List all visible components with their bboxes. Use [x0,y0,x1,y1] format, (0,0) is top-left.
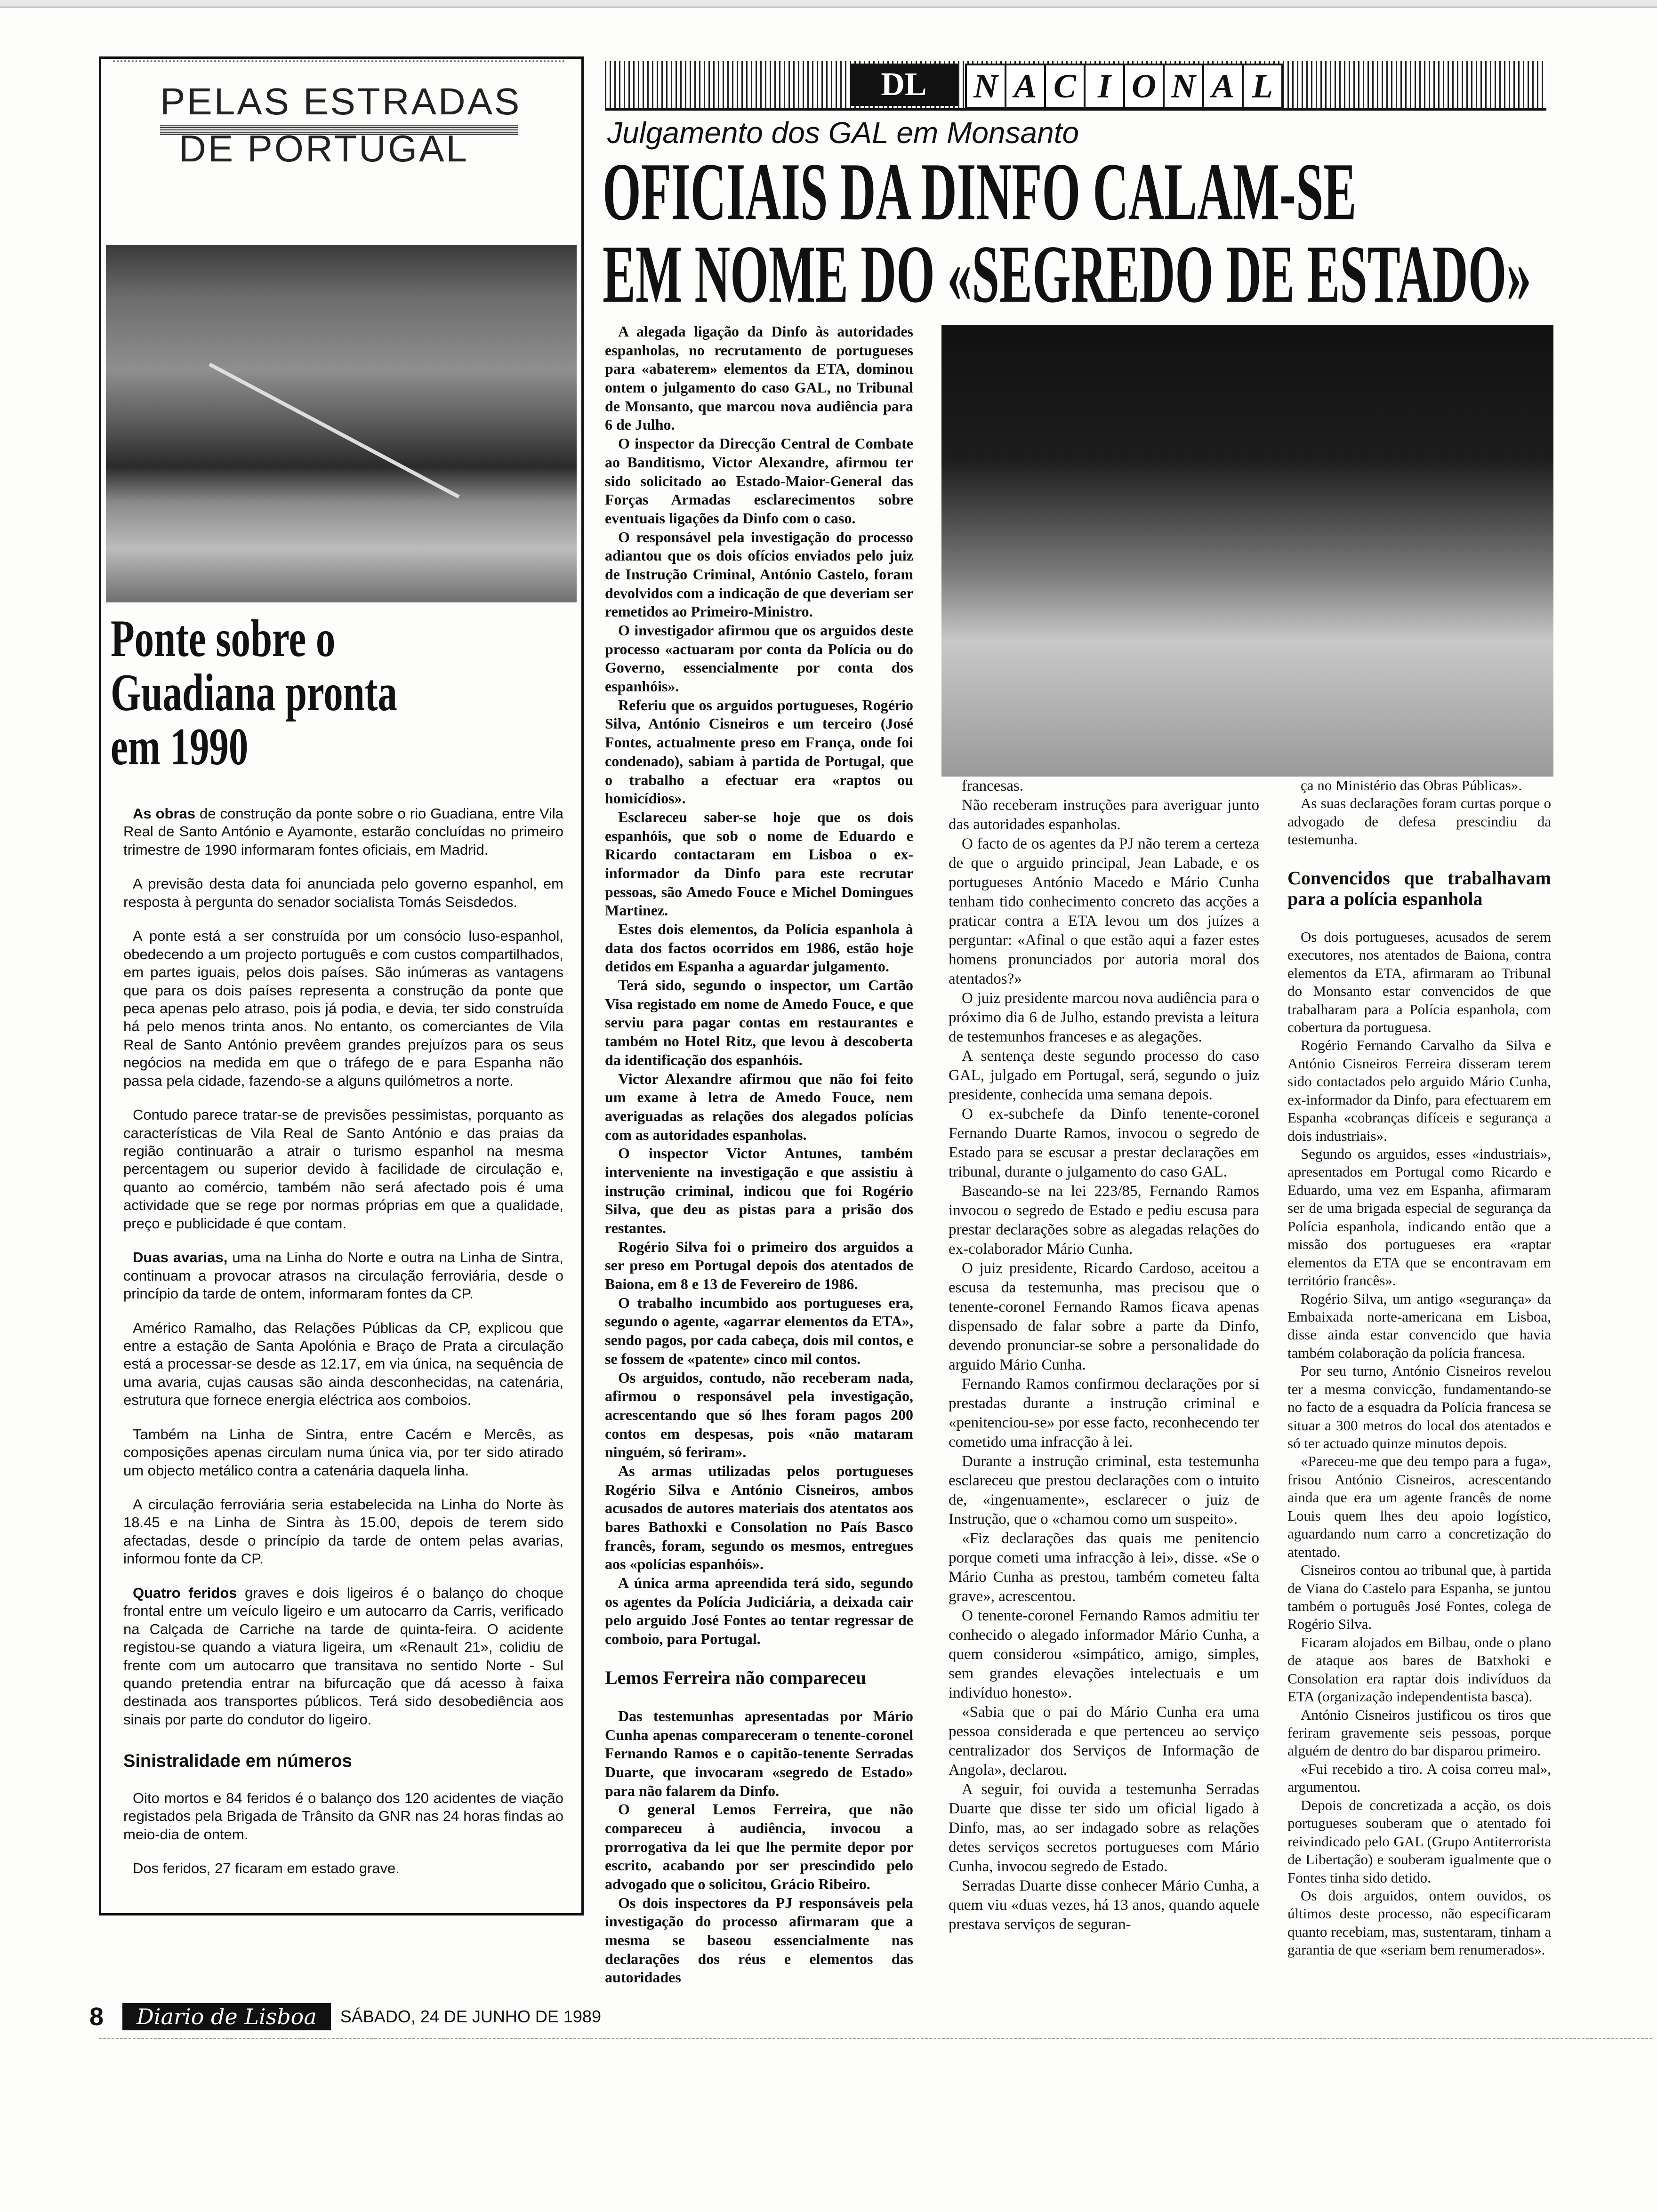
paragraph: O facto de os agentes da PJ não terem a certeza de que o arguido principal, Jean Labade, e os portugueses António Macedo e Mário Cunha tenham tido conhecimento concreto das acções a praticar contra a ETA levou um dos juízes a perguntar: «Afinal o que estão aqui a fazer estes homens pronunciados por autoria moral dos atentados?» [949,835,1259,987]
bridge-shape [209,362,460,498]
paragraph: O juiz presidente, Ricardo Cardoso, aceitou a escusa da testemunha, mas precisou que o tenente-coronel Fernando Ramos ficava apenas dispensado de falar sobre a parte da Dinfo, devendo pronunciar-se sobre a personalidade do arguido Mário Cunha. [949,1260,1259,1373]
paragraph: Serradas Duarte disse conhecer Mário Cunha, a quem viu «duas vezes, há 13 anos, quando aquele prestava serviços de seguran- [949,1877,1259,1933]
paragraph: António Cisneiros justificou os tiros que feriram gravemente seis pessoas, porque alguém de dentro do bar disparou primeiro. [1287,1706,1551,1759]
paragraph: Os dois arguidos, ontem ouvidos, os últimos deste processo, não especificaram quanto recebiam, mas, sustentaram, tinham a garantia de que «seriam bem renumerados». [1287,1887,1551,1958]
paragraph: Contudo parece tratar-se de previsões pessimistas, porquanto as características de Vila Real de Santo António e das praias da região continuarão a atrair o turismo espanhol na mesma percentagem ou superior devido à facilidade de circulação e, quanto ao comércio, também não será afectado pois é uma actividade que se rege por normas próprias em que a qualidade, preço e publicidade é que contam. [123,1106,563,1232]
section-letter: C [1044,64,1086,109]
paragraph: Esclareceu saber-se hoje que os dois espanhóis, que sob o nome de Eduardo e Ricardo contactaram em Lisboa o ex-informador da Dinfo para este recrutar pessoas, são Amedo Fouce e Michel Domingues Martinez. [605,808,913,919]
section-letter: O [1123,64,1165,109]
paragraph: Durante a instrução criminal, esta testemunha esclareceu que prestou declarações com o intuito de, «ingenuamente», esclarecer o juiz de Instrução, que o «chamou como um suspeito». [949,1453,1259,1528]
paragraph: As armas utilizadas pelos portugueses Rogério Silva e António Cisneiros, ambos acusados de autores materiais dos atentatos aos bares Bathoxki e Consolation no País Basco francês, foram, segundo os mesmos, entregues aos «polícias espanhóis». [605,1462,913,1573]
article-column-3 [1287,777,1551,1959]
paragraph: Os dois portugueses, acusados de serem executores, nos atentados de Baiona, contra elementos da ETA, afirmaram ao Tribunal do Monsanto estar convencidos de que trabalharam para a Polícia espanhola, com cobertura da portuguesa. [1287,928,1551,1035]
paragraph: Também na Linha de Sintra, entre Cacém e Mercês, as composições apenas circulam numa única via, por ter sido atirado um objecto metálico contra a catenária daquela linha. [123,1426,563,1479]
paragraph: As suas declarações foram curtas porque o advogado de defesa prescindiu da testemunha. [1287,795,1551,848]
paragraph [123,1584,563,1729]
logo-line-1: PELAS ESTRADAS [160,80,522,122]
paragraph [123,1249,563,1303]
paragraph-text: de construção da ponte sobre o rio Guadiana, entre Vila Real de Santo António e Ayamonte, estarão concluídas no primeiro trimestre de 1990 informaram fontes oficiais, em Madrid. [123,805,564,858]
paragraph: A única arma apreendida terá sido, segundo os agentes da Polícia Judiciária, a deixada cair pelo arguido José Fontes ao tentar regressar de comboio, para Portugal. [605,1574,913,1648]
paragraph: Terá sido, segundo o inspector, um Cartão Visa registado em nome de Amedo Fouce, e que serviu para pagar contas em restaurantes e também no Hotel Ritz, que levou à descoberta da identificação dos espanhóis. [605,977,913,1068]
lead-in: Duas avarias, [133,1249,228,1266]
paragraph: Rogério Silva foi o primeiro dos arguidos a ser preso em Portugal depois dos atentados de Baiona, em 8 e 13 de Fevereiro de 1986. [605,1238,913,1293]
subheading: Convencidos que trabalhavam para a polícia espanhola [1287,867,1551,909]
paragraph: Por seu turno, António Cisneiros revelou ter a mesma convicção, fundamentando-se no facto de a esquadra da Polícia francesa se situar a 300 metros do local dos atentados e só ter actuado quinze minutos depois. [1287,1362,1551,1451]
paragraph: Estes dois elementos, da Polícia espanhola à data dos factos ocorridos em 1986, estão hoje detidos em Espanha a aguardar julgamento. [605,921,913,975]
bridge-photo [106,245,577,602]
page-footer [89,2003,701,2031]
paragraph: A ponte está a ser construída por um consócio luso-espanhol, obedecendo a um projecto português e com custos compartilhados, em partes iguais, pelos dois países. São inúmeras as vantagens que para os dois países representa a construção da ponte que peca apenas pelo atraso, pois já podia, e devia, ter sido construída há pelo menos trinta anos. No entanto, os comerciantes de Vila Real de Santo António prevêem grandes prejuízos para os seus negócios na medida em que o tráfego de e para Espanha não passa pela cidade, fazendo-se a alguns quilómetros a norte. [123,928,563,1089]
article-headline [603,146,1531,320]
issue-date: SÁBADO, 24 DE JUNHO DE 1989 [340,2007,601,2026]
section-letter: I [1084,64,1125,109]
paragraph: Depois de concretizada a acção, os dois portugueses souberam que o atentado foi reivindicado pelo GAL (Grupo Antiterrorista de Libertação) e souberam igualmente que o Fontes tinha sido detido. [1287,1796,1551,1886]
paragraph: A circulação ferroviária seria estabelecida na Linha do Norte às 18.45 e na Linha de Sintra às 15.00, depois de terem sido afectadas, desde o princípio da tarde de ontem pelas avarias, informou fonte da CP. [123,1496,563,1567]
paragraph: Victor Alexandre afirmou que não foi feito um exame à letra de Amedo Fouce, nem averiguadas as relações dos alegados polícias com as autoridades espanholas. [605,1070,913,1143]
paragraph: O responsável pela investigação do processo adiantou que os dois ofícios enviados pelo juiz de Instrução Criminal, António Castelo, foram devolvidos com a indicação de que deveriam ser remetidos ao Primeiro-Ministro. [605,528,913,620]
logo-line-2: DE PORTUGAL [179,128,469,169]
dl-logo: DL [850,64,958,106]
paragraph: Américo Ramalho, das Relações Públicas da CP, explicou que entre a estação de Santa Apolónia e Braço de Prata a circulação está a processar-se desde as 12.17, em via única, na sequência de uma avaria, cujas causas são ainda desconhecidas, na catenária, estrutura que fornece energia eléctrica aos comboios. [123,1319,563,1409]
masthead: Diario de Lisboa [122,2003,331,2030]
courtroom-photo [941,325,1553,777]
paragraph: francesas. [962,777,1024,794]
paragraph: Baseando-se na lei 223/85, Fernando Ramos invocou o segredo de Estado e pediu escusa para prestar declarações sobre as alegadas relações do ex-colaborador Mário Cunha. [949,1183,1259,1258]
paragraph: Referiu que os arguidos portugueses, Rogério Silva, António Cisneiros e um terceiro (José Fontes, actualmente preso em França, onde foi condenado), sabiam à partida de Portugal, que o trabalho a efectuar era «raptos ou homicídios». [605,696,913,807]
subheading: Sinistralidade em números [123,1751,352,1771]
dotted-rule [113,60,565,76]
paragraph-text: uma na Linha do Norte e outra na Linha de Sintra, continuam a provocar atrasos na circulação ferroviária, desde o princípio da tarde de ontem, informaram fontes da CP. [123,1249,563,1302]
paragraph: «Sabia que o pai do Mário Cunha era uma pessoa considerada e que pertenceu ao serviço centralizador dos Serviços de Informação de Angola», declarou. [949,1704,1259,1779]
paragraph: O tenente-coronel Fernando Ramos admitiu ter conhecido o alegado informador Mário Cunha, a quem considerou «simpático, amigo, simples, sem grandes elevações intelectuais e um indivíduo honesto». [949,1607,1259,1701]
paragraph: O juiz presidente marcou nova audiência para o próximo dia 6 de Julho, estando prevista a leitura de testemunhos franceses e as alegações. [949,990,1259,1045]
headline-line-2: EM NOME DO «SEGREDO DE ESTADO» [603,228,1531,320]
paragraph: Ficaram alojados em Bilbau, onde o plano de ataque aos bares de Batxhoki e Consolation era raptar dois indivíduos da ETA (organização independentista basca). [1287,1634,1551,1705]
section-letter: A [1202,64,1244,109]
paragraph: Fernando Ramos confirmou declarações por si prestadas durante a instrução criminal e «penitenciou-se» por esse facto, reconhecendo ter cometido uma infracção à lei. [949,1376,1259,1451]
left-article-body [123,805,563,1893]
section-letter: N [1163,64,1204,109]
section-letter: L [1242,64,1283,109]
article-column-1 [605,322,913,1987]
paragraph: A seguir, foi ouvida a testemunha Serradas Duarte que disse ter sido um oficial ligado à Dinfo, mas, ao ser indagado sobre as relações detes serviços secretos portugueses com Mário Cunha, invocou segredo de Estado. [949,1781,1259,1875]
paragraph [123,805,563,859]
lead-in: As obras [133,805,196,822]
paragraph: Das testemunhas apresentadas por Mário Cunha apenas compareceram o tenente-coronel Fernando Ramos e o capitão-tenente Serradas Duarte, que invocaram «segredo de Estado» para não falarem da Dinfo. [605,1707,913,1799]
left-headline: Ponte sobre o Guadiana pronta em 1990 [111,609,397,776]
paragraph: O trabalho incumbido aos portugueses era, segundo o agente, «agarrar elementos da ETA», sendo pagos, por cada cabeça, dois mil contos, e se fossem de «patente» cinco mil contos. [605,1294,913,1367]
paragraph: Os arguidos, contudo, não receberam nada, afirmou o responsável pela investigação, acrescentando que só lhes foram pagos 200 contos em despesas, pois «não mataram ninguém, só feriram». [605,1369,913,1461]
paragraph: Segundo os arguidos, esses «industriais», apresentados em Portugal como Ricardo e Eduardo, uma vez em Espanha, afirmaram ser de uma brigada especial de segurança da Polícia espanhola, indicando então que a missão dos portugueses era «raptar elementos da ETA que se encontravam em território francês». [1287,1146,1551,1289]
paragraph: «Fiz declarações das quais me penitencio porque cometi uma infracção à lei», disse. «Se o Mário Cunha as prestou, também cometeu falta grave», acrescentou. [949,1530,1259,1605]
section-name-nacional [965,64,1281,106]
paragraph: A previsão desta data foi anunciada pelo governo espanhol, em resposta à pergunta do senador socialista Tomás Seisdedos. [123,875,563,910]
paragraph: A alegada ligação da Dinfo às autoridades espanholas, no recrutamento de portugueses para «abaterem» elementos da ETA, dominou ontem o julgamento do caso GAL, no Tribunal de Monsanto, que marcou nova audiência para 6 de Julho. [605,323,913,433]
page-number: 8 [89,2003,104,2031]
lead-in: Quatro feridos [133,1584,237,1601]
paragraph: O general Lemos Ferreira, que não compareceu à audiência, invocou a prorrogativa da lei que lhe permite depor por escrito, acabando por ser prescindido pelo advogado que o solicitou, Grácio Ribeiro. [605,1801,913,1892]
section-logo-pelas-estradas [160,80,523,184]
paragraph: O ex-subchefe da Dinfo tenente-coronel Fernando Duarte Ramos, invocou o segredo de Estado para se escusar a prestar declarações em tribunal, durante o julgamento do caso GAL. [949,1106,1259,1180]
article-column-2 [949,777,1259,1934]
article-kicker: Julgamento dos GAL em Monsanto [607,116,1079,150]
paragraph: «Pareceu-me que deu tempo para a fuga», frisou António Cisneiros, acrescentando ainda que era um agente francês de nome Louis quem lhes deu apoio logístico, aguardando num carro a concretização do atentado. [1287,1453,1551,1560]
paragraph: Os dois inspectores da PJ responsáveis pela investigação do processo afirmaram que a mesma se baseou essencialmente nas declarações dos réus e elementos das autoridades [605,1894,913,1986]
paragraph: O investigador afirmou que os arguidos deste processo «actuaram por conta da Polícia ou do Governo, essencialmente por conta dos espanhóis». [605,622,913,695]
paragraph: Rogério Silva, um antigo «segurança» da Embaixada norte-americana em Lisboa, disse ainda estar convencido que havia também colaboração da polícia francesa. [1287,1290,1551,1361]
paragraph: Cisneiros contou ao tribunal que, à partida de Viana do Castelo para Espanha, se juntou também o português José Fontes, colega de Rogério Silva. [1287,1562,1551,1633]
section-letter: A [1005,64,1046,109]
page-edge [0,0,1657,8]
subheading: Lemos Ferreira não compareceu [605,1667,867,1688]
paragraph: O inspector Victor Antunes, também interveniente na investigação e que assistiu à instrução criminal, indicou que foi Rogério Silva, que deu as pistas para a prisão dos restantes. [605,1145,913,1236]
paragraph: Não receberam instruções para averiguar junto das autoridades espanholas. [949,797,1259,833]
paragraph: «Fui recebido a tiro. A coisa correu mal», argumentou. [1287,1760,1551,1795]
section-letter: N [965,64,1006,109]
paragraph: Rogério Fernando Carvalho da Silva e António Cisneiros Ferreira disseram terem sido contactados pelo arguido Mário Cunha, ex-informador da Dinfo, para efectuarem em Espanha «cobranças difíceis e segurança a dois industriais». [1287,1037,1551,1144]
paragraph-text: graves e dois ligeiros é o balanço do choque frontal entre um veículo ligeiro e um autocarro da Carris, verificado na Calçada de Carriche na tarde de quinta-feira. O acidente registou-se quando a viatura ligeira, um «Renault 21», colidiu de frente com um autocarro que transitava no sentido Norte - Sul quando pretendia entrar na bifurcação que dá acesso à faixa destinada aos transportes públicos. Terá sido desobediência aos sinais por parte do condutor do ligeiro. [123,1584,563,1728]
paragraph: O inspector da Direcção Central de Combate ao Banditismo, Victor Alexandre, afirmou ter sido solicitado ao Estado-Maior-General das Forças Armadas esclarecimentos sobre eventuais ligações da Dinfo com o caso. [605,435,913,527]
paragraph: ça no Ministério das Obras Públicas». [1301,777,1522,793]
paragraph: A sentença deste segundo processo do caso GAL, julgado em Portugal, será, segundo o juiz presidente, conhecida uma semana depois. [949,1048,1259,1103]
paragraph: Oito mortos e 84 feridos é o balanço dos 120 acidentes de viação registados pela Brigada de Trânsito da GNR nas 24 horas findas ao meio-dia de ontem. [123,1789,563,1843]
footer-rule [99,2038,1652,2041]
paragraph: Dos feridos, 27 ficaram em estado grave. [133,1860,400,1876]
headline-line-1: OFICIAIS DA DINFO CALAM-SE [603,146,1357,237]
